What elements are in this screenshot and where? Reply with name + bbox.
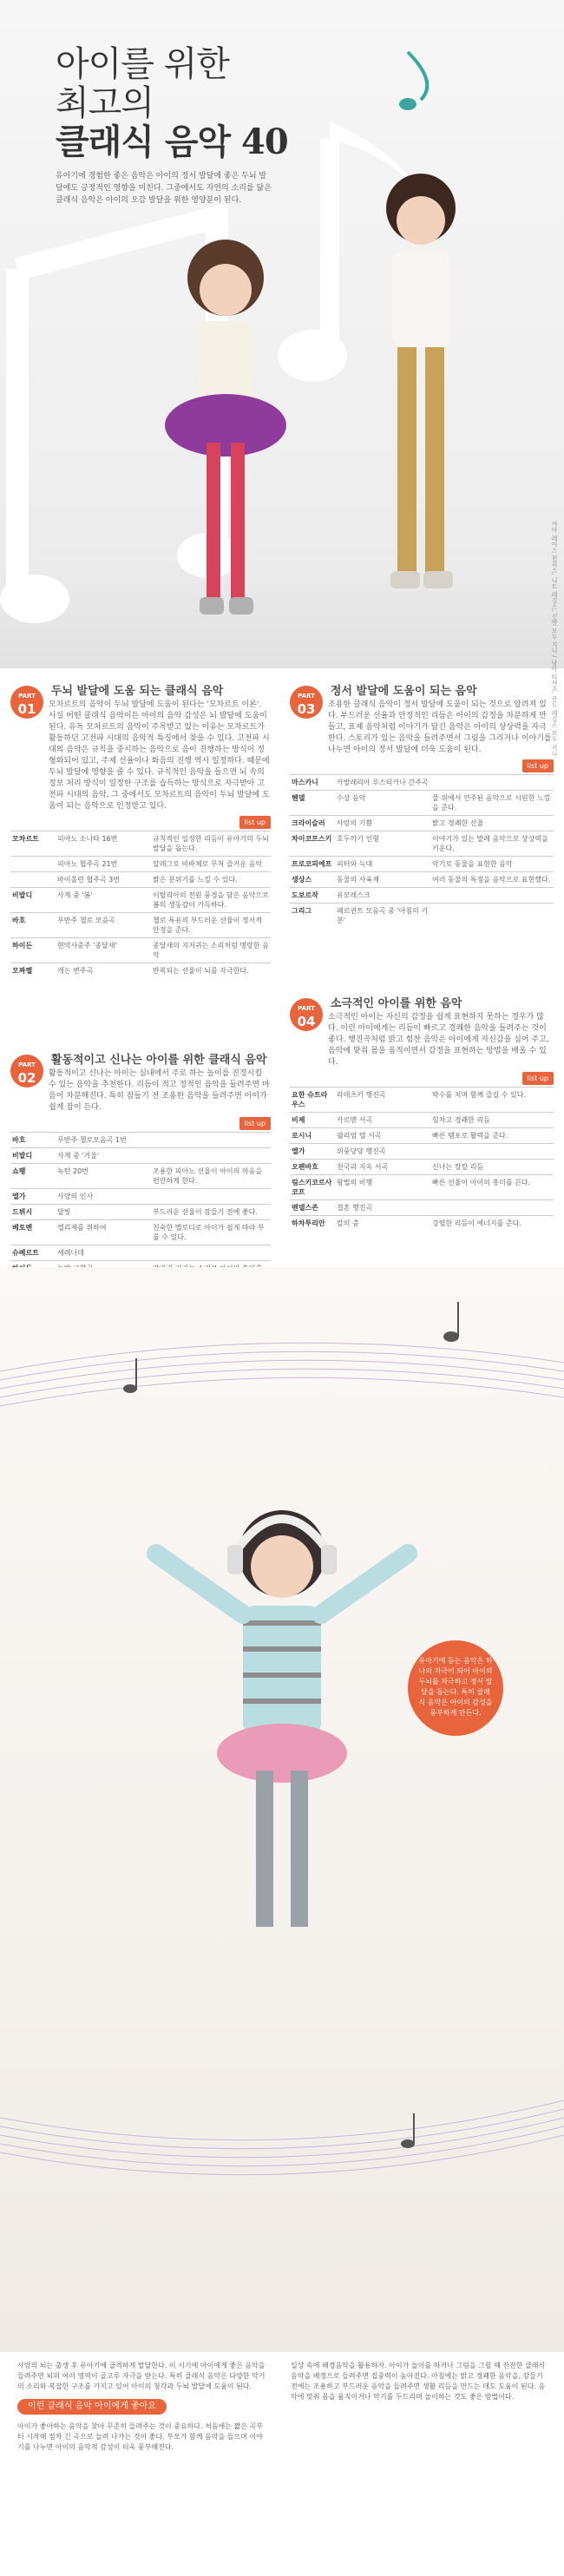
table-row	[10, 857, 271, 872]
part1-table	[10, 831, 271, 978]
desc-cell: 알레그로 비바체로 무척 즐거운 음악	[151, 857, 271, 872]
part2-section	[10, 1055, 271, 1285]
composer-cell: 차이코프스키	[290, 831, 335, 857]
desc-cell: 밝고 경쾌한 선율	[430, 816, 554, 831]
desc-cell: 이야기가 있는 발레 음악으로 상상력을 키운다.	[430, 831, 554, 857]
composer-cell: 모차르트	[10, 831, 56, 857]
table-row	[290, 816, 554, 831]
staff-lines-decoration	[0, 1267, 564, 2352]
photo-caption: 여아 레이스 원피스, 니트 레깅스, 신발 모두 지니 / 남아 티셔츠, 골드 레깅스 모두 지니	[551, 521, 558, 757]
table-row	[290, 1113, 554, 1128]
desc-cell: 친숙한 멜로디로 아이가 쉽게 따라 부를 수 있다.	[151, 1220, 271, 1245]
bottom-col1b-text: 아이가 좋아하는 음악을 찾아 꾸준히 들려주는 것이 중요하다. 처음에는 짧은 곡부터 시작해 점차 긴 곡으로 늘려 나가는 것이 좋다. 부모가 함께 음악을 들으며 이야기를 나누면 아이의 음악적 감성이 더욱 풍부해진다.	[17, 2422, 263, 2451]
part3-badge: PART 03	[290, 686, 323, 719]
desc-cell: 부드러운 선율이 잠들기 전에 좋다.	[151, 1205, 271, 1220]
girl-right-photo	[356, 156, 486, 642]
desc-cell: 종달새의 지저귀는 소리처럼 명랑한 음악	[151, 938, 271, 963]
composer-cell: 하차투리안	[290, 1216, 335, 1232]
table-row	[10, 872, 271, 888]
composer-cell: 로시니	[290, 1128, 335, 1144]
song-cell: 사계 중 '봄'	[56, 888, 151, 913]
desc-cell: 박수를 치며 함께 즐길 수 있다.	[430, 1088, 554, 1113]
song-cell: 라데츠키 행진곡	[335, 1088, 430, 1113]
composer-cell: 도보르작	[290, 888, 335, 904]
composer-cell: 엘가	[290, 1144, 335, 1160]
song-cell: 왕벌의 비행	[335, 1175, 430, 1200]
song-cell: 윌리엄 텔 서곡	[335, 1128, 430, 1144]
desc-cell: 힘차고 경쾌한 리듬	[430, 1113, 554, 1128]
table-row	[10, 1189, 271, 1205]
title-line1: 아이를 위한	[56, 44, 229, 84]
composer-cell: 림스키코르사코프	[290, 1175, 335, 1200]
song-cell: 무반주 첼로 모음곡	[56, 913, 151, 938]
composer-cell	[10, 872, 56, 888]
table-row	[10, 1164, 271, 1189]
song-cell: 페르귄트 모음곡 중 '아침의 기분'	[335, 904, 430, 929]
table-row	[290, 1144, 554, 1160]
part3-title: 정서 발달에 도움이 되는 음악	[330, 685, 477, 698]
desc-cell: 조용한 피아노 선율이 아이의 마음을 편안하게 한다.	[151, 1164, 271, 1189]
song-cell: 피아노 협주곡 21번	[56, 857, 151, 872]
composer-cell: 마스카니	[290, 775, 335, 791]
song-cell: 위풍당당 행진곡	[335, 1144, 430, 1160]
tip-label: 이런 클래식 음악 아이에게 좋아요	[17, 2399, 167, 2415]
desc-cell: 빠른 템포로 활력을 준다.	[430, 1128, 554, 1144]
composer-cell: 드뷔시	[10, 1205, 56, 1220]
composer-cell: 멘델스존	[290, 1200, 335, 1216]
table-row	[290, 904, 554, 929]
song-cell: 바이올린 협주곡 3번	[56, 872, 151, 888]
song-cell: 세레나데	[56, 1245, 151, 1261]
song-cell: 천국과 지옥 서곡	[335, 1160, 430, 1175]
part4-listup-tag: list up	[522, 1072, 554, 1085]
table-row	[290, 1200, 554, 1216]
bottom-col1-text: 사람의 뇌는 출생 후 유아기에 급격하게 발달한다. 이 시기에 아이에게 좋은 음악을 들려주면 뇌의 여러 영역이 골고루 자극을 받는다. 특히 클래식 음악은 다양한 악기의 소리와 복잡한 구조를 가지고 있어 아이의 청각과 두뇌 발달에 도움이 된다.	[17, 2362, 266, 2390]
song-cell: 카르멘 서곡	[335, 1113, 430, 1128]
bottom-col2	[291, 2361, 547, 2402]
table-row	[290, 831, 554, 857]
desc-cell: 여러 동물의 특징을 음악으로 표현했다.	[430, 872, 554, 888]
song-cell: 칼의 춤	[335, 1216, 430, 1232]
table-row	[10, 1245, 271, 1261]
song-cell: 엘리제를 위하여	[56, 1220, 151, 1245]
part1-body: 모차르트의 음악이 두뇌 발달에 도움이 된다는 '모차르트 이론'. 사실 어떤 클래식 음악이든 아이의 음악 감성은 뇌 발달에 도움이 된다. 유독 모차르트의 음악이 주목받고 있는 이유는 모차르트가 활동하던 고전파 시대의 음악적 특징에서 찾을 수 있다. 고전파 시대의 음악은 규칙을 중시하는 음악으로 음이 진행하는 방식이 정형화되어 있고, 주제 선율이나 화음의 진행 역시 일정하다. 때문에 두뇌 발달에 영향을 줄 수 있다. 규칙적인 음악을 들으면 뇌 속의 정보 처리 방식이 일정한 구조를 습득하는 방식으로 자극받아 고전파 시대의 음악, 그 중에서도 모차르트의 음악이 두뇌 발달에 도움이 되는 음악으로 인정받고 있다.	[49, 700, 270, 811]
title-line3: 클래식 음악 40	[56, 121, 288, 162]
song-cell: 사계 중 '겨울'	[56, 1148, 151, 1164]
table-row	[290, 1128, 554, 1144]
part1-listup-tag: list up	[239, 816, 271, 829]
table-row	[290, 857, 554, 872]
table-row	[290, 1160, 554, 1175]
desc-cell	[430, 1144, 554, 1160]
desc-cell	[430, 888, 554, 904]
table-row	[10, 938, 271, 963]
table-row	[10, 888, 271, 913]
table-row	[10, 913, 271, 938]
table-row	[290, 872, 554, 888]
composer-cell: 베토벤	[10, 1220, 56, 1245]
table-row	[290, 1088, 554, 1113]
desc-cell: 물 위에서 연주된 음악으로 시원한 느낌을 준다.	[430, 791, 554, 816]
desc-cell: 이탈리아의 전원 풍경을 담은 음악으로 봄의 생동감이 가득하다.	[151, 888, 271, 913]
composer-cell: 쇼팽	[10, 1164, 56, 1189]
desc-cell: 강렬한 리듬이 에너지를 준다.	[430, 1216, 554, 1232]
desc-cell	[430, 1200, 554, 1216]
bottom-col2-text: 일상 속에 배경음악을 활용하자. 아이가 놀이를 하거나 그림을 그릴 때 잔잔한 클래식 음악을 배경으로 들려주면 집중력이 높아진다. 아침에는 밝고 경쾌한 음악을, 잠들기 전에는 조용하고 부드러운 음악을 들려주면 생활 리듬을 만드는 데도 도움이 된다. 음악에 맞춰 몸을 움직이거나 악기를 두드리며 놀이하는 것도 좋은 방법이다.	[291, 2362, 546, 2401]
desc-cell: 밝은 분위기를 느낄 수 있다.	[151, 872, 271, 888]
table-row	[10, 1205, 271, 1220]
page-title	[56, 45, 288, 161]
composer-cell: 그리그	[290, 904, 335, 929]
composer-cell: 헨델	[290, 791, 335, 816]
intro-text: 유아기에 경험한 좋은 음악은 아이의 정서 발달에 좋은 두뇌 발달에도 긍정적인 영향을 미친다. 그중에서도 자연의 소리를 닮은 클래식 음악은 아이의 오감 발달을 위한 영양분이 된다.	[56, 172, 272, 205]
part3-table	[290, 774, 554, 928]
table-row	[10, 1133, 271, 1148]
composer-cell: 바흐	[10, 1133, 56, 1148]
part1-title: 두뇌 발달에 도움 되는 클래식 음악	[50, 685, 224, 698]
song-cell: 달빛	[56, 1205, 151, 1220]
part2-listup-tag: list up	[239, 1117, 271, 1130]
table-row	[290, 775, 554, 791]
table-row	[10, 831, 271, 857]
desc-cell: 악기로 동물을 표현한 음악	[430, 857, 554, 872]
composer-cell: 오펜바흐	[290, 1160, 335, 1175]
composer-cell: 슈베르트	[10, 1245, 56, 1261]
song-cell: 호두까기 인형	[335, 831, 430, 857]
song-cell: 피아노 소나타 16번	[56, 831, 151, 857]
song-cell: 유모레스크	[335, 888, 430, 904]
part3-body: 조용한 클래식 음악이 정서 발달에 도움이 되는 것으로 알려져 있다. 부드러운 선율과 안정적인 리듬은 아이의 감정을 차분하게 만들고, 표제 음악처럼 이야기가 담긴 음악은 아이의 상상력을 자극한다. 스토리가 있는 음악을 들려주면서 그림을 그리거나 이야기를 나누면 아이의 정서 발달에 더욱 도움이 된다.	[328, 700, 552, 754]
composer-cell	[10, 857, 56, 872]
song-cell: 녹턴 20번	[56, 1164, 151, 1189]
table-row	[10, 1148, 271, 1164]
desc-cell	[151, 1133, 271, 1148]
title-line2: 최고의	[56, 82, 154, 123]
part4-section	[290, 998, 554, 1231]
part2-table	[10, 1132, 271, 1285]
desc-cell: 첼로 특유의 부드러운 선율이 정서적 안정을 준다.	[151, 913, 271, 938]
song-cell: 수상 음악	[335, 791, 430, 816]
song-cell: 동물의 사육제	[335, 872, 430, 888]
part4-table	[290, 1087, 554, 1231]
table-row	[10, 1220, 271, 1245]
desc-cell	[151, 1189, 271, 1205]
composer-cell: 바흐	[10, 913, 56, 938]
table-row	[290, 791, 554, 816]
part4-title: 소극적인 아이를 위한 음악	[330, 997, 462, 1010]
song-cell: 캐논 변주곡	[56, 963, 151, 979]
composer-cell: 크라이슬러	[290, 816, 335, 831]
desc-cell: 신나는 캉캉 리듬	[430, 1160, 554, 1175]
table-row	[290, 888, 554, 904]
composer-cell: 비발디	[10, 888, 56, 913]
composer-cell: 비발디	[10, 1148, 56, 1164]
part2-badge: PART 02	[10, 1055, 43, 1088]
composer-cell: 엘가	[10, 1189, 56, 1205]
desc-cell: 규칙적인 일정한 리듬이 유아기의 두뇌 발달을 돕는다.	[151, 831, 271, 857]
song-cell: 현악사중주 '종달새'	[56, 938, 151, 963]
composer-cell: 하이든	[10, 938, 56, 963]
desc-cell	[151, 1148, 271, 1164]
part1-section	[10, 686, 271, 978]
part1-badge: PART 01	[10, 686, 43, 719]
song-cell: 사랑의 인사	[56, 1189, 151, 1205]
part2-body: 활동적이고 신나는 아이는 실내에서 주로 하는 놀이를 진정시킬 수 있는 음악을 추천한다. 리듬이 적고 정적인 음악을 들려주면 마음이 차분해진다. 특히 잠들기 전 조용한 음악을 들려주면 아이가 쉽게 잠이 든다.	[49, 1069, 270, 1112]
song-cell: 카발레리아 루스티카나 간주곡	[335, 775, 430, 791]
composer-cell: 생상스	[290, 872, 335, 888]
table-row	[10, 963, 271, 979]
desc-cell: 반복되는 선율이 뇌를 자극한다.	[151, 963, 271, 979]
desc-cell	[151, 1245, 271, 1261]
part3-section	[290, 686, 554, 928]
table-row	[290, 1216, 554, 1232]
desc-cell: 빠른 선율이 아이의 흥미를 끈다.	[430, 1175, 554, 1200]
composer-cell: 요한 슈트라우스	[290, 1088, 335, 1113]
part3-listup-tag: list up	[522, 759, 554, 772]
desc-cell	[430, 904, 554, 929]
song-cell: 결혼 행진곡	[335, 1200, 430, 1216]
part4-badge: PART 04	[290, 998, 323, 1031]
part2-title: 활동적이고 신나는 아이를 위한 클래식 음악	[50, 1054, 267, 1067]
composer-cell: 모짜렐	[10, 963, 56, 979]
song-cell: 피터와 늑대	[335, 857, 430, 872]
quote-circle: 유아기에 듣는 음악은 하나의 자극이 되어 아이의 두뇌를 자극하고 정서 발달을 돕는다. 특히 클래식 음악은 아이의 감성을 풍부하게 만든다.	[408, 1640, 503, 1736]
desc-cell	[430, 775, 554, 791]
part4-body: 소극적인 아이는 자신의 감정을 쉽게 표현하지 못하는 경우가 많다. 이런 아이에게는 리듬이 빠르고 경쾌한 음악을 들려주는 것이 좋다. 행진곡처럼 밝고 힘찬 음악은 아이에게 자신감을 심어 주고, 음악에 맞춰 몸을 움직이면서 감정을 표현하는 방법을 배울 수 있다.	[328, 1013, 549, 1067]
composer-cell: 프로코피예프	[290, 857, 335, 872]
composer-cell: 비제	[290, 1113, 335, 1128]
table-row	[290, 1175, 554, 1200]
girl-left-photo	[156, 217, 295, 668]
song-cell: 사랑의 기쁨	[335, 816, 430, 831]
bottom-col1	[17, 2361, 269, 2453]
song-cell: 무반주 첼로모음곡 1번	[56, 1133, 151, 1148]
